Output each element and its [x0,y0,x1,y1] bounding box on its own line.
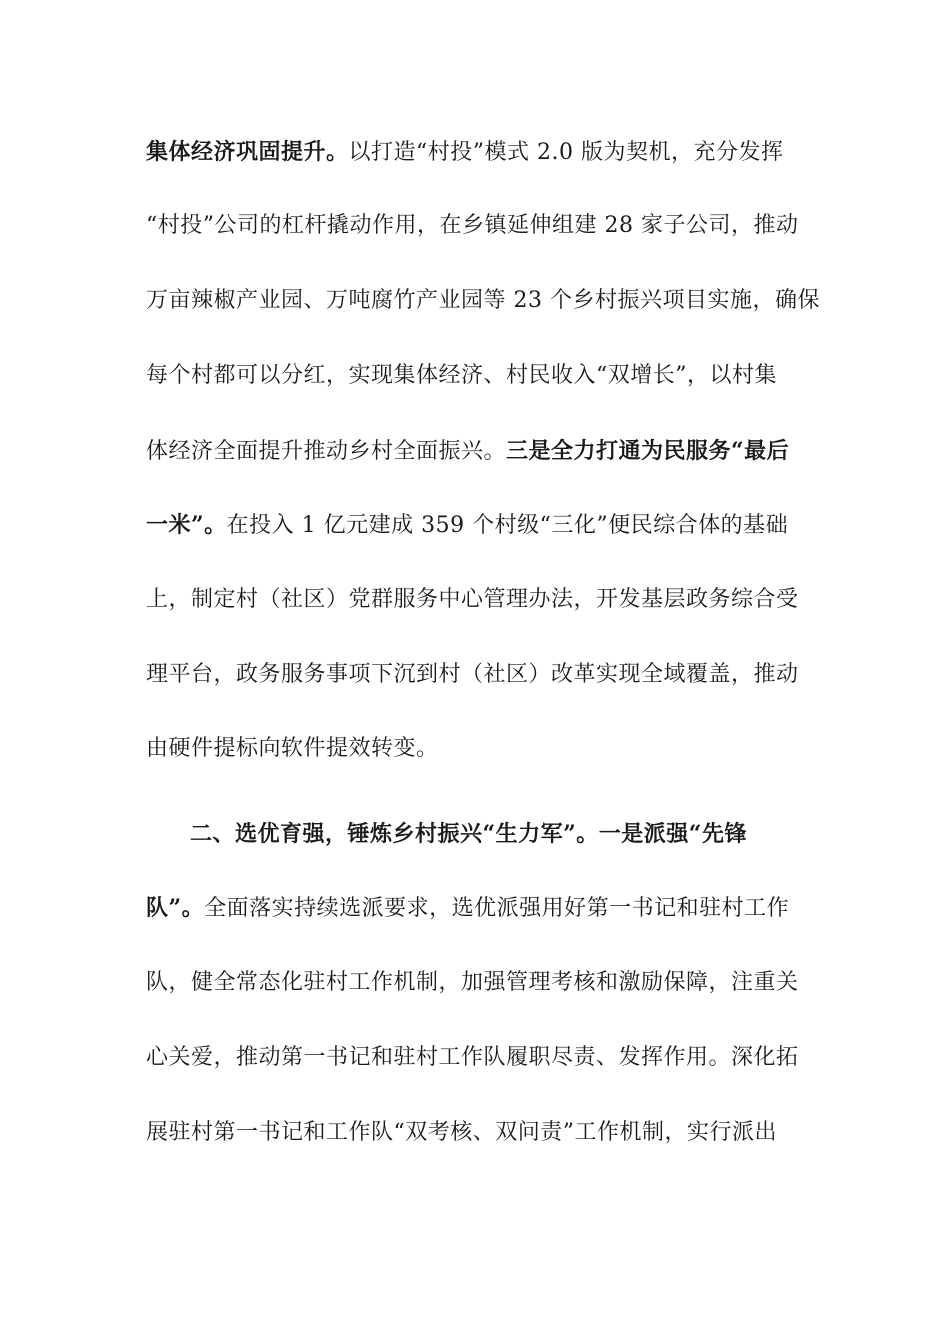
body-text: 心关爱，推动第一书记和驻村工作队履职尽责、发挥作用。深化拓 [146,1045,799,1070]
text-line [146,137,784,168]
body-text: 队，健全常态化驻村工作机制，加强管理考核和激励保障，注重关 [146,970,799,995]
body-text: 体经济全面提升推动乡村全面振兴。 [146,439,507,464]
text-line [146,734,439,764]
bold-heading-text: 一米”。 [146,512,227,538]
body-text: 由硬件提标向软件提效转变。 [146,736,439,761]
text-line [146,286,820,316]
body-text: 理平台，政务服务事项下沉到村（社区）改革实现全域覆盖，推动 [146,662,799,687]
text-line [146,361,777,391]
body-text: 每个村都可以分红，实现集体经济、村民收入“双增长”，以村集 [146,363,777,388]
body-text: 万亩辣椒产业园、万吨腐竹产业园等 23 个乡村振兴项目实施，确保 [146,288,820,313]
bold-heading-text: 队”。 [146,895,205,921]
body-text: 上，制定村（社区）党群服务中心管理办法，开发基层政务综合受 [146,587,799,612]
text-line [146,510,788,541]
text-line [146,893,789,924]
body-text: “村投”公司的杠杆撬动作用，在乡镇延伸组建 28 家子公司，推动 [146,213,799,238]
text-line [146,1043,799,1073]
bold-heading-text: 三是全力打通为民服务“最后 [506,438,790,464]
body-text: 展驻村第一书记和工作队“双考核、双问责”工作机制，实行派出 [146,1120,777,1145]
text-line [146,660,799,690]
text-line [190,819,747,850]
text-line [146,211,798,241]
text-line [146,436,789,467]
bold-heading-text: 集体经济巩固提升。 [146,139,349,165]
section-heading: 二、选优育强，锤炼乡村振兴“生力军”。一是派强“先锋 [190,821,747,847]
text-line [146,585,799,615]
text-line [146,968,799,998]
body-text: 在投入 1 亿元建成 359 个村级“三化”便民综合体的基础 [226,513,789,538]
text-line [146,1118,777,1148]
body-text: 全面落实持续选派要求，选优派强用好第一书记和驻村工作 [204,896,790,921]
body-text: 以打造“村投”模式 2.0 版为契机，充分发挥 [348,140,784,165]
